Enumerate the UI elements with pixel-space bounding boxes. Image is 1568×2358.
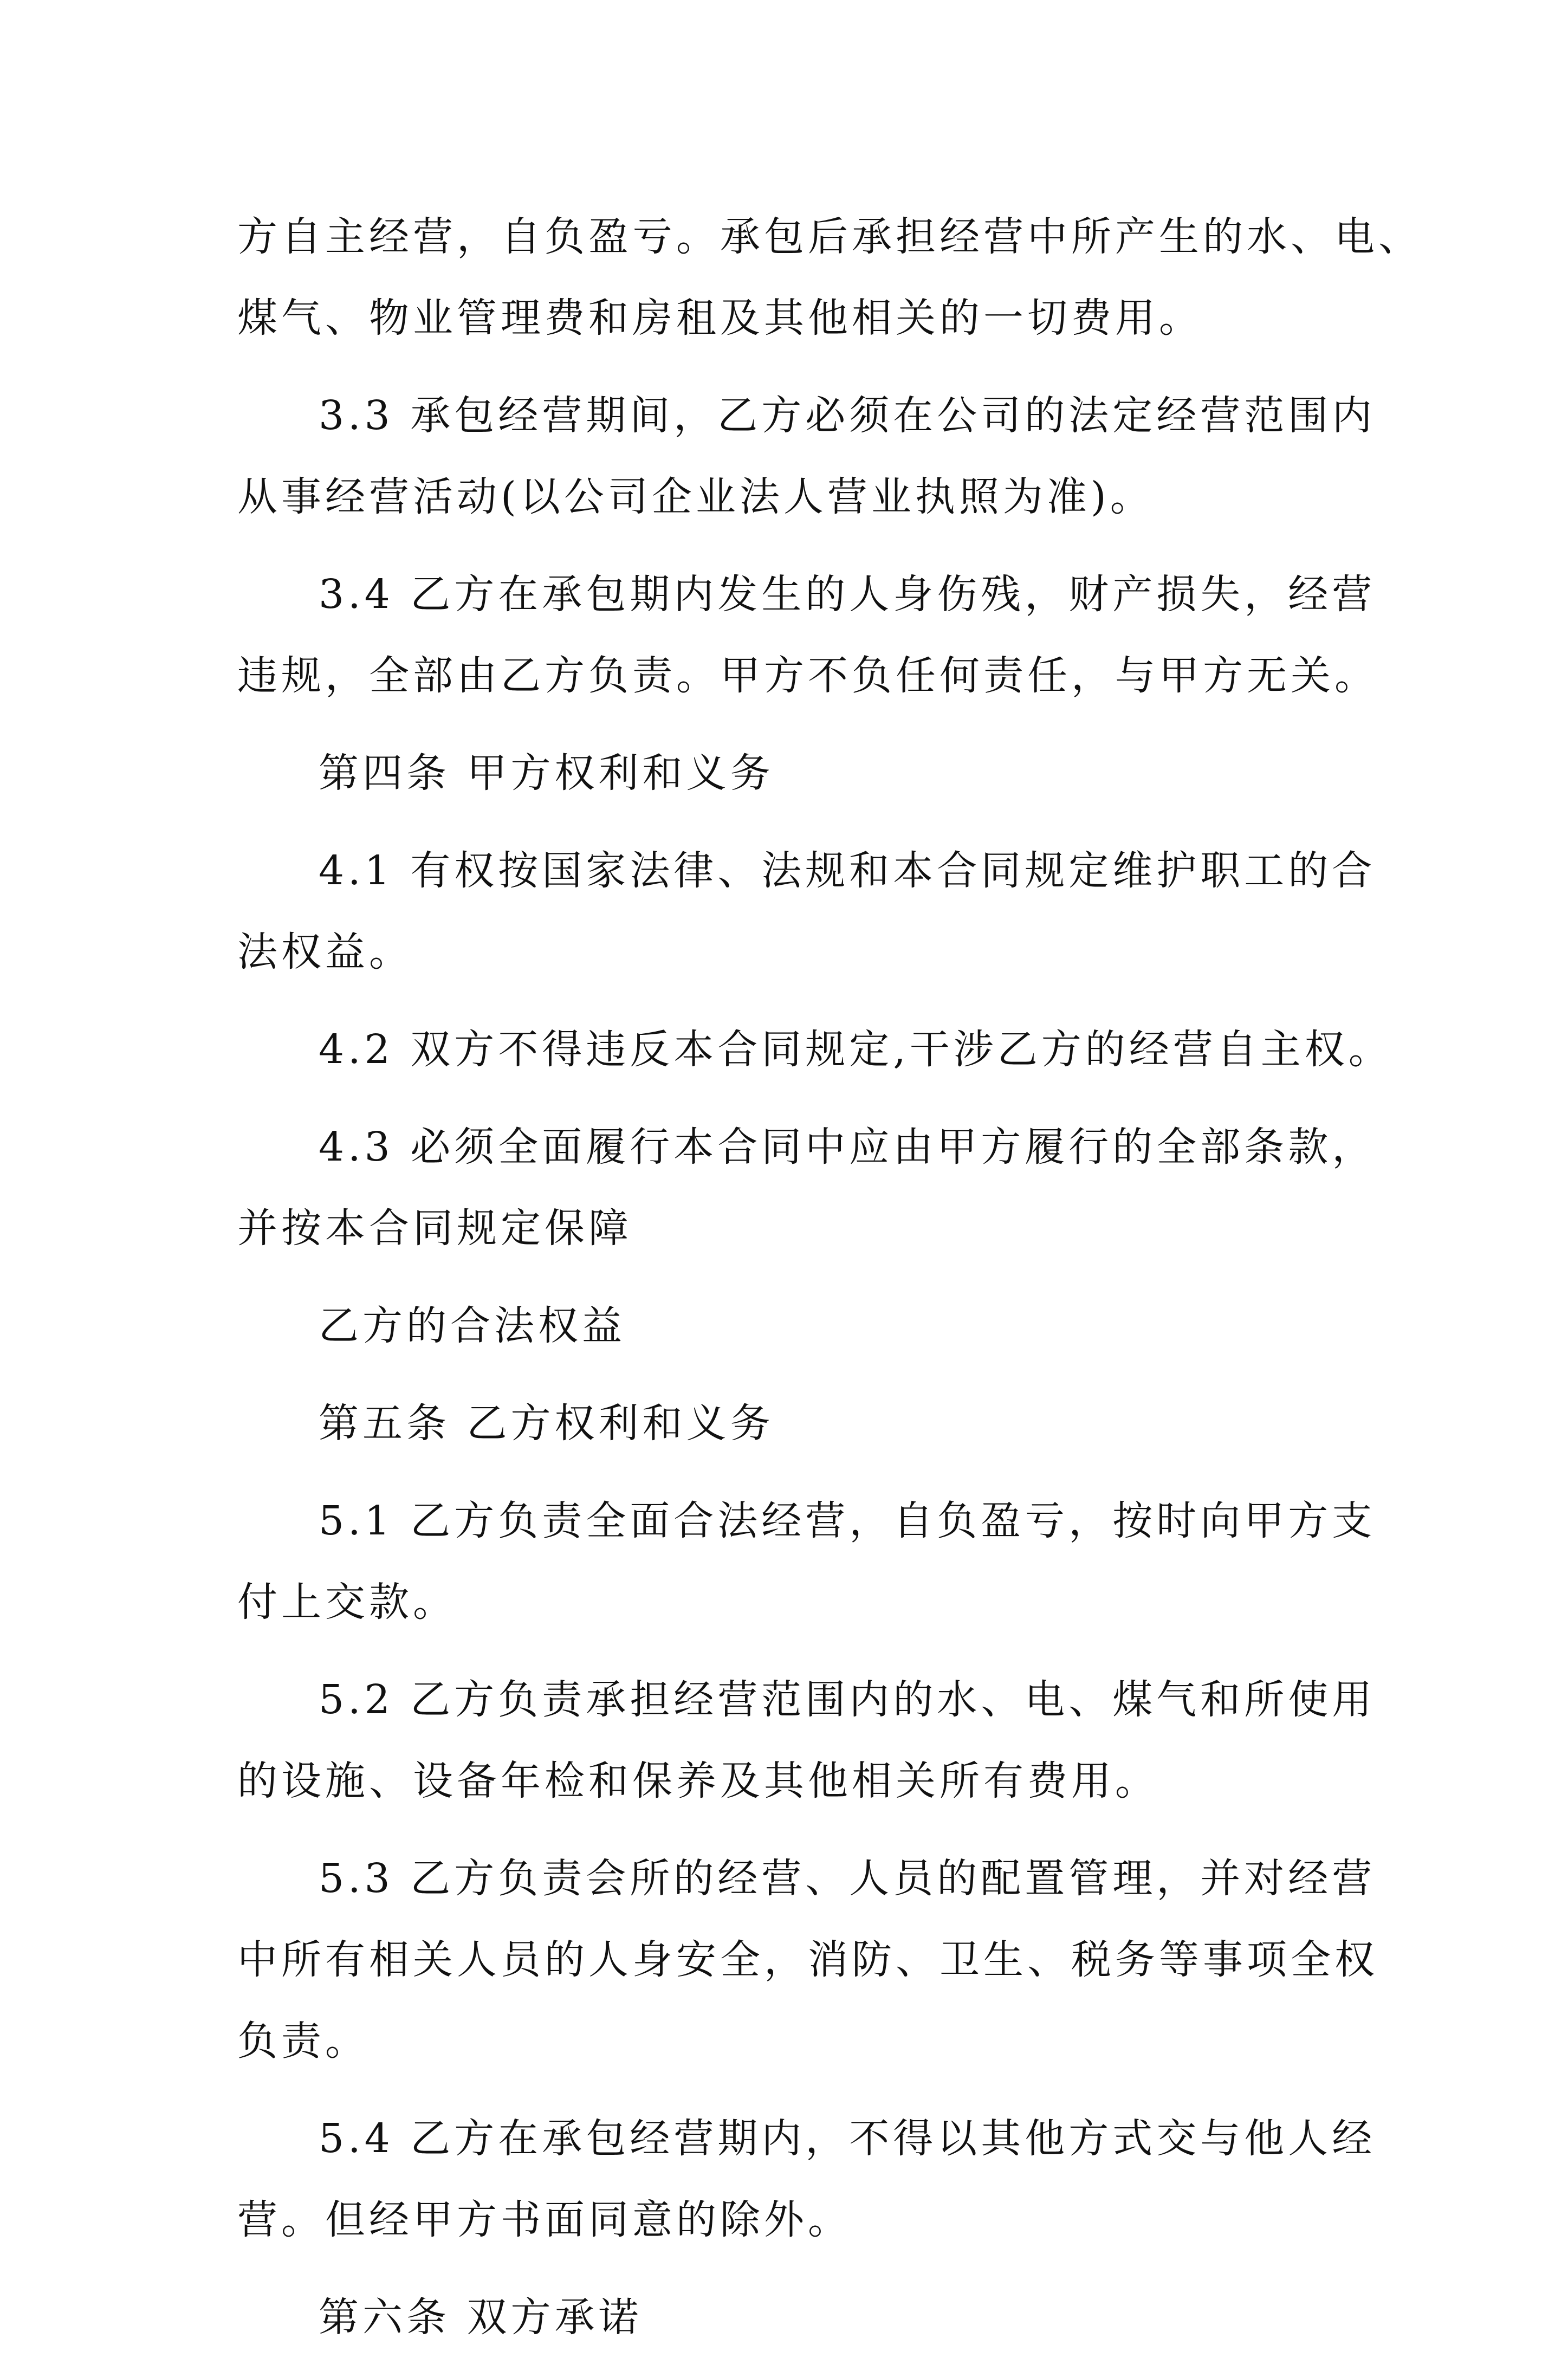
article-4-heading: 第四条 甲方权利和义务 [319, 750, 774, 796]
article-6-heading: 第六条 双方承诺 [319, 2294, 643, 2341]
text-line: 中所有相关人员的人身安全，消防、卫生、税务等事项全权 [237, 1936, 1378, 1983]
clause-4-3-line: 4.3 必须全面履行本合同中应由甲方履行的全部条款， [319, 1124, 1376, 1170]
text-line: 付上交款。 [237, 1579, 457, 1625]
text-line: 从事经营活动(以公司企业法人营业执照为准)。 [237, 474, 1154, 520]
text-line: 法权益。 [237, 929, 413, 975]
clause-5-2-line: 5.2 乙方负责承担经营范围内的水、电、煤气和所使用 [319, 1676, 1376, 1723]
text-line: 营。但经甲方书面同意的除外。 [237, 2197, 852, 2243]
clause-4-1-line: 4.1 有权按国家法律、法规和本合同规定维护职工的合 [319, 847, 1376, 894]
text-line: 并按本合同规定保障 [237, 1205, 632, 1252]
text-line: 违规，全部由乙方负责。甲方不负任何责任，与甲方无关。 [237, 652, 1378, 699]
text-line: 乙方的合法权益 [319, 1303, 626, 1349]
text-line: 负责。 [237, 2018, 369, 2064]
clause-4-2-line: 4.2 双方不得违反本合同规定,干涉乙方的经营自主权。 [319, 1026, 1392, 1073]
document-body [237, 196, 1422, 2358]
text-line: 煤气、物业管理费和房租及其他相关的一切费用。 [237, 295, 1203, 341]
text-line: 方自主经营，自负盈亏。承包后承担经营中所产生的水、电、 [237, 213, 1422, 260]
article-5-heading: 第五条 乙方权利和义务 [319, 1400, 774, 1447]
clause-5-4-line: 5.4 乙方在承包经营期内，不得以其他方式交与他人经 [319, 2115, 1376, 2162]
text-line: 的设施、设备年检和保养及其他相关所有费用。 [237, 1758, 1159, 1804]
clause-3-4-line: 3.4 乙方在承包期内发生的人身伤残，财产损失，经营 [319, 571, 1376, 618]
clause-3-3-line: 3.3 承包经营期间，乙方必须在公司的法定经营范围内 [319, 392, 1376, 439]
clause-5-3-line: 5.3 乙方负责会所的经营、人员的配置管理，并对经营 [319, 1855, 1376, 1902]
clause-5-1-line: 5.1 乙方负责全面合法经营，自负盈亏，按时向甲方支 [319, 1498, 1376, 1544]
